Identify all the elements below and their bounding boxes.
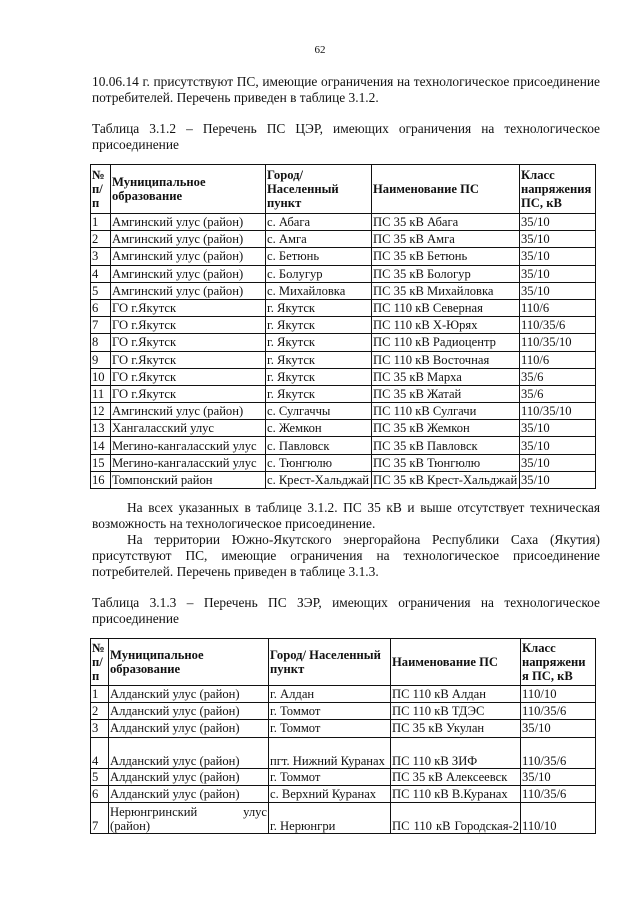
cell-substation: ПС 35 кВ Абага (372, 214, 520, 231)
cell-municipality: Амгинский улус (район) (111, 403, 266, 420)
cell-municipality: Амгинский улус (район) (111, 282, 266, 299)
cell-number: 13 (91, 420, 111, 437)
cell-number: 9 (91, 351, 111, 368)
cell-number: 6 (91, 299, 111, 316)
cell-municipality: Амгинский улус (район) (111, 248, 266, 265)
cell-city: г. Якутск (266, 299, 372, 316)
cell-city: с. Бетюнь (266, 248, 372, 265)
cell-substation: ПС 35 кВ Бетюнь (372, 248, 520, 265)
table-row (91, 437, 596, 454)
cell-municipality: ГО г.Якутск (111, 368, 266, 385)
cell-city: г. Якутск (266, 368, 372, 385)
cell-number: 5 (91, 282, 111, 299)
cell-voltage: 35/10 (520, 437, 596, 454)
cell-city: с. Жемкон (266, 420, 372, 437)
cell-voltage: 110/35/6 (521, 703, 596, 720)
cell-voltage: 110/10 (521, 802, 596, 833)
cell-number: 15 (91, 454, 111, 471)
cell-voltage: 110/35/6 (521, 785, 596, 802)
cell-substation: ПС 110 кВ Алдан (391, 686, 521, 703)
cell-municipality: Алданский улус (район) (109, 768, 269, 785)
cell-voltage: 35/10 (520, 231, 596, 248)
cell-municipality: Алданский улус (район) (109, 720, 269, 737)
table-row (91, 231, 596, 248)
table-row (91, 317, 596, 334)
cell-municipality: Томпонский район (111, 471, 266, 488)
cell-municipality: Алданский улус (район) (109, 785, 269, 802)
cell-substation: ПС 110 кВ В.Куранах (391, 785, 521, 802)
cell-substation: ПС 35 кВ Тюнгюлю (372, 454, 520, 471)
cell-voltage: 35/10 (520, 265, 596, 282)
cell-municipality: ГО г.Якутск (111, 334, 266, 351)
cell-number: 1 (91, 686, 109, 703)
table-row (91, 334, 596, 351)
cell-voltage: 35/10 (520, 454, 596, 471)
cell-city: с. Болугур (266, 265, 372, 282)
paragraph-no-capacity: На всех указанных в таблице 3.1.2. ПС 35 кВ и выше отсутствует техническая возможность на технологическое присоединение. (92, 500, 600, 531)
cell-voltage: 35/10 (520, 420, 596, 437)
table-3-1-2 (90, 164, 596, 489)
cell-substation: ПС 110 кВ ЗИФ (391, 737, 521, 768)
cell-substation: ПС 110 кВ Сулгачи (372, 403, 520, 420)
table-row (91, 737, 596, 768)
cell-substation: ПС 35 кВ Алексеевск (391, 768, 521, 785)
table-header-row (91, 639, 596, 686)
cell-city: с. Павловск (266, 437, 372, 454)
cell-municipality: Амгинский улус (район) (111, 265, 266, 282)
table-row (91, 420, 596, 437)
table-row (91, 214, 596, 231)
cell-substation: ПС 110 кВ Городская-2 (391, 802, 521, 833)
cell-municipality: Мегино-кангаласский улус (111, 437, 266, 454)
header-number: № п/п (91, 165, 111, 214)
table-row (91, 703, 596, 720)
cell-municipality: ГО г.Якутск (111, 299, 266, 316)
cell-municipality: Хангаласский улус (111, 420, 266, 437)
cell-substation: ПС 35 кВ Крест-Хальджай (372, 471, 520, 488)
header-substation: Наименование ПС (391, 639, 521, 686)
cell-city: г. Алдан (269, 686, 391, 703)
cell-voltage: 35/10 (520, 471, 596, 488)
cell-voltage: 35/10 (521, 768, 596, 785)
cell-voltage: 110/6 (520, 299, 596, 316)
header-number: № п/ п (91, 639, 109, 686)
cell-city: г. Томмот (269, 768, 391, 785)
cell-voltage: 110/35/10 (520, 403, 596, 420)
cell-number: 16 (91, 471, 111, 488)
cell-municipality: Алданский улус (район) (109, 686, 269, 703)
cell-substation: ПС 110 кВ Радиоцентр (372, 334, 520, 351)
table-body (91, 686, 596, 834)
cell-number: 10 (91, 368, 111, 385)
table-row (91, 385, 596, 402)
cell-number: 6 (91, 785, 109, 802)
cell-municipality: ГО г.Якутск (111, 385, 266, 402)
cell-voltage: 35/6 (520, 385, 596, 402)
cell-substation: ПС 35 кВ Марха (372, 368, 520, 385)
cell-substation: ПС 35 кВ Михайловка (372, 282, 520, 299)
cell-voltage: 35/10 (520, 282, 596, 299)
table-row (91, 351, 596, 368)
table-row (91, 802, 596, 833)
table-row (91, 265, 596, 282)
table-body (91, 214, 596, 489)
cell-voltage: 35/10 (521, 720, 596, 737)
cell-number: 3 (91, 248, 111, 265)
cell-substation: ПС 35 кВ Амга (372, 231, 520, 248)
cell-number: 14 (91, 437, 111, 454)
cell-number: 3 (91, 720, 109, 737)
cell-number: 5 (91, 768, 109, 785)
cell-voltage: 110/35/6 (520, 317, 596, 334)
cell-voltage: 110/10 (521, 686, 596, 703)
cell-municipality: Мегино-кангаласский улус (111, 454, 266, 471)
cell-number: 4 (91, 737, 109, 768)
cell-municipality: Амгинский улус (район) (111, 214, 266, 231)
table-row (91, 454, 596, 471)
cell-city: с. Абага (266, 214, 372, 231)
cell-city: с. Сулгаччы (266, 403, 372, 420)
table-3-1-3 (90, 638, 596, 834)
cell-substation: ПС 35 кВ Укулан (391, 720, 521, 737)
cell-municipality: ГО г.Якутск (111, 317, 266, 334)
cell-city: с. Тюнгюлю (266, 454, 372, 471)
table-row (91, 282, 596, 299)
cell-number: 2 (91, 703, 109, 720)
table-row (91, 299, 596, 316)
cell-city: с. Верхний Куранах (269, 785, 391, 802)
cell-city: пгт. Нижний Куранах (269, 737, 391, 768)
cell-voltage: 110/6 (520, 351, 596, 368)
header-municipality: Муниципальное образование (109, 639, 269, 686)
header-city: Город/ Населенный пункт (266, 165, 372, 214)
cell-substation: ПС 35 кВ Павловск (372, 437, 520, 454)
cell-city: с. Михайловка (266, 282, 372, 299)
cell-voltage: 110/35/10 (520, 334, 596, 351)
cell-voltage: 110/35/6 (521, 737, 596, 768)
table-row (91, 785, 596, 802)
paragraph-intro: 10.06.14 г. присутствуют ПС, имеющие ограничения на технологическое присоединение потребителей. Перечень приведен в таблице 3.1.2. (92, 74, 600, 105)
table-caption-3-1-2: Таблица 3.1.2 – Перечень ПС ЦЭР, имеющих ограничения на технологическое присоединение (92, 121, 600, 152)
cell-city: г. Томмот (269, 703, 391, 720)
cell-number: 7 (91, 802, 109, 833)
table-row (91, 403, 596, 420)
header-municipality: Муниципальное образование (111, 165, 266, 214)
header-substation: Наименование ПС (372, 165, 520, 214)
table-row (91, 368, 596, 385)
table-caption-3-1-3: Таблица 3.1.3 – Перечень ПС ЗЭР, имеющих ограничения на технологическое присоединение (92, 595, 600, 626)
cell-municipality: Амгинский улус (район) (111, 231, 266, 248)
cell-voltage: 35/6 (520, 368, 596, 385)
cell-city: с. Амга (266, 231, 372, 248)
page-number: 62 (314, 44, 326, 56)
cell-number: 1 (91, 214, 111, 231)
cell-substation: ПС 35 кВ Жатай (372, 385, 520, 402)
table-row (91, 471, 596, 488)
cell-municipality: ГО г.Якутск (111, 351, 266, 368)
table-row (91, 686, 596, 703)
cell-city: г. Якутск (266, 351, 372, 368)
cell-city: г. Якутск (266, 317, 372, 334)
cell-municipality: Алданский улус (район) (109, 703, 269, 720)
cell-number: 11 (91, 385, 111, 402)
header-voltage-class: Класс напряжени я ПС, кВ (521, 639, 596, 686)
cell-city: г. Якутск (266, 385, 372, 402)
cell-city: г. Нерюнгри (269, 802, 391, 833)
cell-substation: ПС 110 кВ Северная (372, 299, 520, 316)
cell-number: 7 (91, 317, 111, 334)
cell-voltage: 35/10 (520, 248, 596, 265)
cell-number: 8 (91, 334, 111, 351)
cell-city: г. Якутск (266, 334, 372, 351)
cell-substation: ПС 110 кВ ТДЭС (391, 703, 521, 720)
table-row (91, 720, 596, 737)
cell-substation: ПС 35 кВ Жемкон (372, 420, 520, 437)
cell-substation: ПС 35 кВ Бологур (372, 265, 520, 282)
cell-city: с. Крест-Хальджай (266, 471, 372, 488)
cell-substation: ПС 110 кВ Восточная (372, 351, 520, 368)
cell-municipality: Нерюнгринский улус (район) (109, 802, 269, 833)
cell-municipality: Алданский улус (район) (109, 737, 269, 768)
cell-number: 2 (91, 231, 111, 248)
cell-number: 4 (91, 265, 111, 282)
header-city: Город/ Населенный пункт (269, 639, 391, 686)
cell-city: г. Томмот (269, 720, 391, 737)
cell-voltage: 35/10 (520, 214, 596, 231)
table-row (91, 768, 596, 785)
cell-number: 12 (91, 403, 111, 420)
table-header-row (91, 165, 596, 214)
cell-substation: ПС 110 кВ Х-Юрях (372, 317, 520, 334)
paragraph-south-yakutia: На территории Южно-Якутского энергорайона Республики Саха (Якутия) присутствуют ПС, имеющие ограничения на технологическое присоединение потребителей. Перечень приведен в таблице 3.1.3. (92, 532, 600, 579)
table-row (91, 248, 596, 265)
header-voltage-class: Класс напряжения ПС, кВ (520, 165, 596, 214)
